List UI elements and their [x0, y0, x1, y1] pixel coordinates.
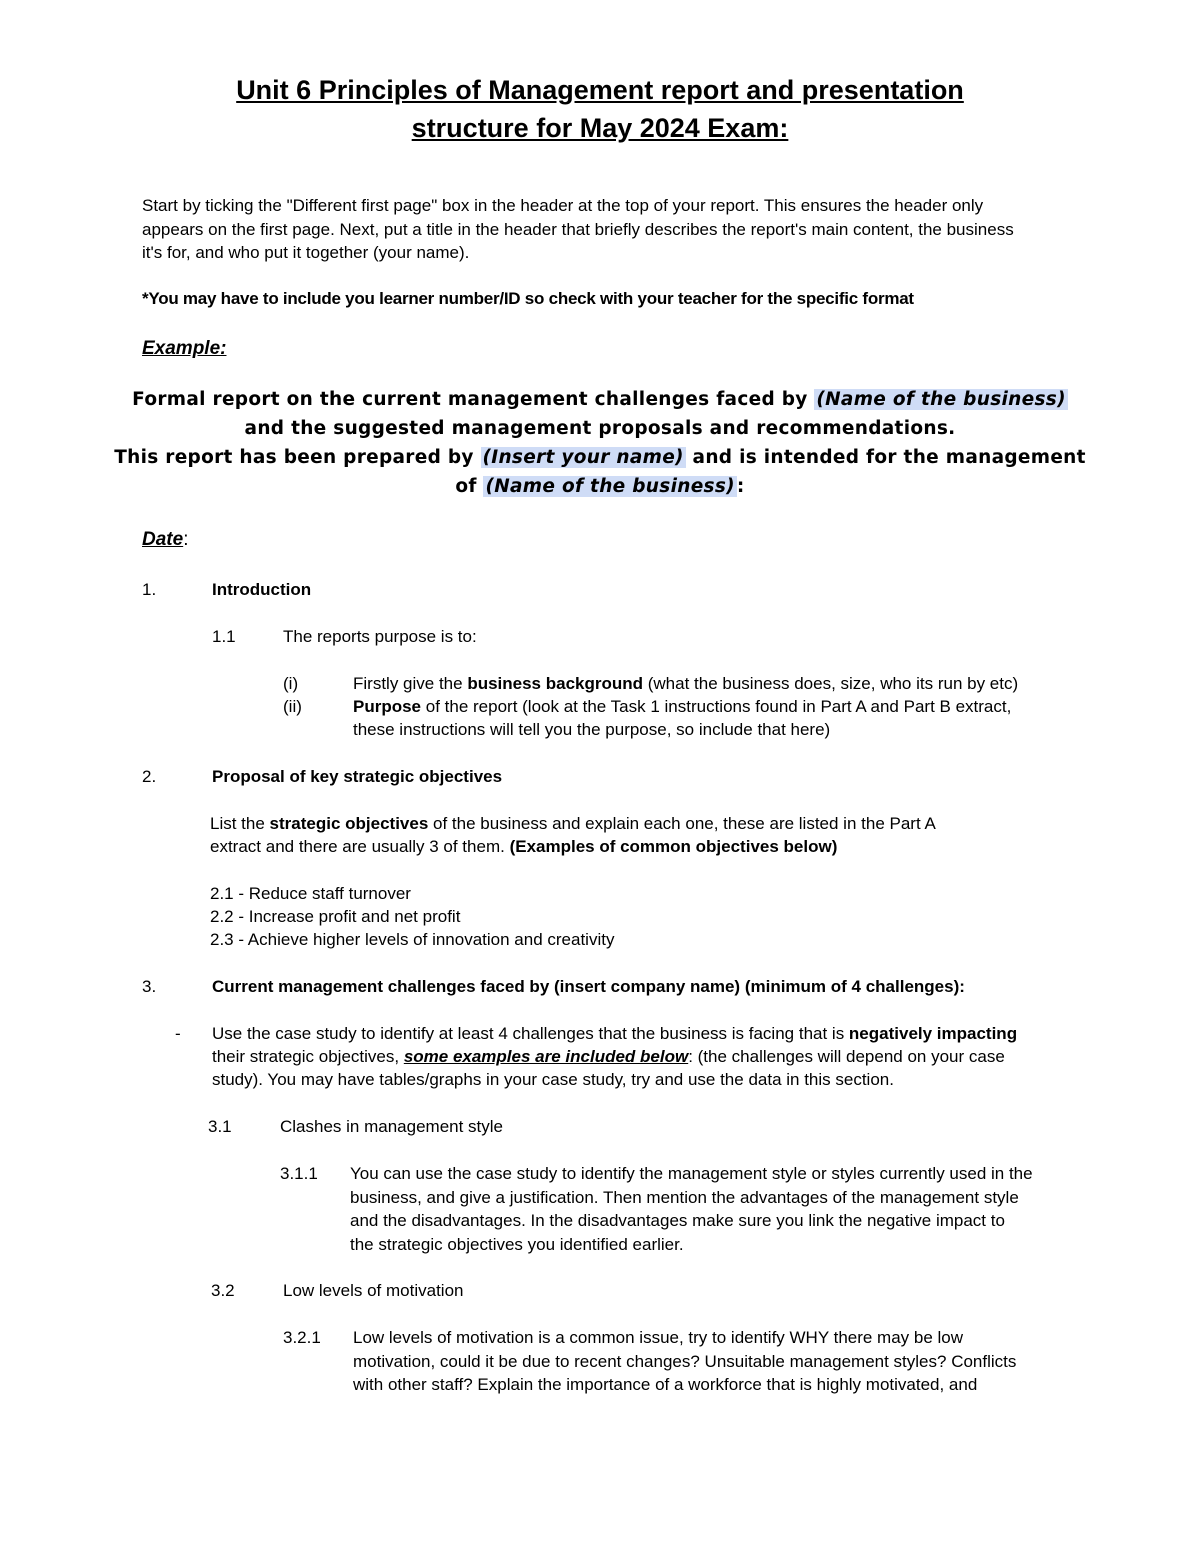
body-line: with other staff? Explain the importance of a workforce that is highly motivated, and [353, 1375, 978, 1394]
your-name-placeholder: (Insert your name) [482, 447, 684, 468]
bullet-emphasis: some examples are included below [403, 1047, 689, 1066]
objective-item: 2.1 - Reduce staff turnover [210, 884, 411, 903]
bullet-bold: negatively impacting [848, 1024, 1018, 1043]
example-text: and is intended for the management [685, 447, 1086, 468]
section-2-number: 2. [142, 767, 157, 786]
objective-item: 2.3 - Achieve higher levels of innovation and creativity [210, 930, 615, 949]
bullet-dash: - [175, 1024, 181, 1043]
section-3-1-1-number: 3.1.1 [280, 1164, 318, 1183]
document-title-line-2: structure for May 2024 Exam: [411, 113, 789, 143]
paragraph-bold: strategic objectives [269, 814, 429, 833]
section-2-title: Proposal of key strategic objectives [212, 767, 503, 786]
section-3-2-title: Low levels of motivation [283, 1281, 464, 1300]
item-text: Firstly give the [353, 674, 468, 693]
section-1-1-number: 1.1 [212, 627, 236, 646]
section-3-2-number: 3.2 [211, 1281, 235, 1300]
example-heading-text: Example: [142, 338, 227, 359]
section-3-bullet-line-2 [212, 1045, 1005, 1069]
bullet-text: Use the case study to identify at least 4 challenges that the business is facing that is [212, 1024, 849, 1043]
intro-line: appears on the first page. Next, put a title in the header that briefly describes the report's main content, the business [142, 219, 1014, 239]
body-line: business, and give a justification. Then mention the advantages of the management style [350, 1187, 1019, 1207]
intro-paragraph [142, 194, 1062, 265]
section-3-1-1-text [350, 1162, 1033, 1256]
section-2-paragraph-line-1 [210, 812, 936, 836]
section-1-1-text: The reports purpose is to: [283, 627, 477, 646]
body-line: the strategic objectives you identified earlier. [350, 1234, 684, 1254]
intro-line: Start by ticking the "Different first page" box in the header at the top of your report. This ensures the header only [142, 196, 984, 215]
example-line-2: and the suggested management proposals and recommendations. [244, 418, 956, 439]
item-ii-number: (ii) [283, 697, 302, 716]
item-i-text [353, 672, 1018, 696]
section-3-2-1-number: 3.2.1 [283, 1328, 321, 1347]
example-heading [142, 336, 226, 362]
example-text: This report has been prepared by [114, 447, 481, 468]
example-text: of [455, 476, 484, 497]
objective-item: 2.2 - Increase profit and net profit [210, 907, 461, 926]
section-3-1-number: 3.1 [208, 1117, 232, 1136]
example-line-4 [0, 472, 1200, 501]
example-text: Formal report on the current management challenges faced by [132, 389, 815, 410]
business-name-placeholder: (Name of the business) [485, 476, 735, 497]
item-bold: Purpose [353, 697, 422, 716]
section-2-paragraph-line-2 [210, 835, 837, 859]
bullet-text: : (the challenges will depend on your case [688, 1047, 1005, 1066]
document-title-line-1: Unit 6 Principles of Management report and presentation [236, 75, 964, 105]
date-heading [142, 527, 188, 553]
item-text: of the report (look at the Task 1 instructions found in Part A and Part B extract, [421, 697, 1012, 716]
section-1-number: 1. [142, 580, 157, 599]
section-3-2-1-text [353, 1326, 1016, 1397]
section-3-bullet-line-3: study). You may have tables/graphs in your case study, try and use the data in this section. [212, 1070, 894, 1089]
learner-id-note: *You may have to include you learner number/ID so check with your teacher for the specific format [142, 289, 914, 308]
body-line: You can use the case study to identify the management style or styles currently used in the [350, 1164, 1033, 1183]
paragraph-text: List the [210, 814, 270, 833]
section-1-title: Introduction [212, 580, 312, 599]
bullet-text: their strategic objectives, [212, 1047, 404, 1066]
section-3-title: Current management challenges faced by (insert company name) (minimum of 4 challenges): [212, 977, 965, 996]
section-3-1-title: Clashes in management style [280, 1117, 504, 1136]
date-label: Date [142, 529, 184, 550]
date-colon: : [183, 529, 189, 550]
item-bold: business background [467, 674, 644, 693]
example-text: : [736, 476, 745, 497]
item-ii-text-line-2: these instructions will tell you the purpose, so include that here) [353, 720, 831, 739]
example-line-3 [0, 443, 1200, 472]
paragraph-text: of the business and explain each one, these are listed in the Part A [428, 814, 936, 833]
section-3-number: 3. [142, 977, 157, 996]
paragraph-text: extract and there are usually 3 of them. [210, 837, 510, 856]
body-line: and the disadvantages. In the disadvantages make sure you link the negative impact to [350, 1211, 1005, 1230]
item-ii-text [353, 695, 1011, 719]
body-line: Low levels of motivation is a common issue, try to identify WHY there may be low [353, 1328, 964, 1347]
item-i-number: (i) [283, 674, 299, 693]
business-name-placeholder: (Name of the business) [816, 389, 1066, 410]
section-3-bullet-line-1 [212, 1022, 1017, 1046]
example-line-1 [0, 385, 1200, 414]
item-text: (what the business does, size, who its run by etc) [643, 674, 1019, 693]
body-line: motivation, could it be due to recent changes? Unsuitable management styles? Conflicts [353, 1351, 1017, 1371]
intro-line: it's for, and who put it together (your name). [142, 243, 470, 262]
paragraph-bold: (Examples of common objectives below) [509, 837, 838, 856]
